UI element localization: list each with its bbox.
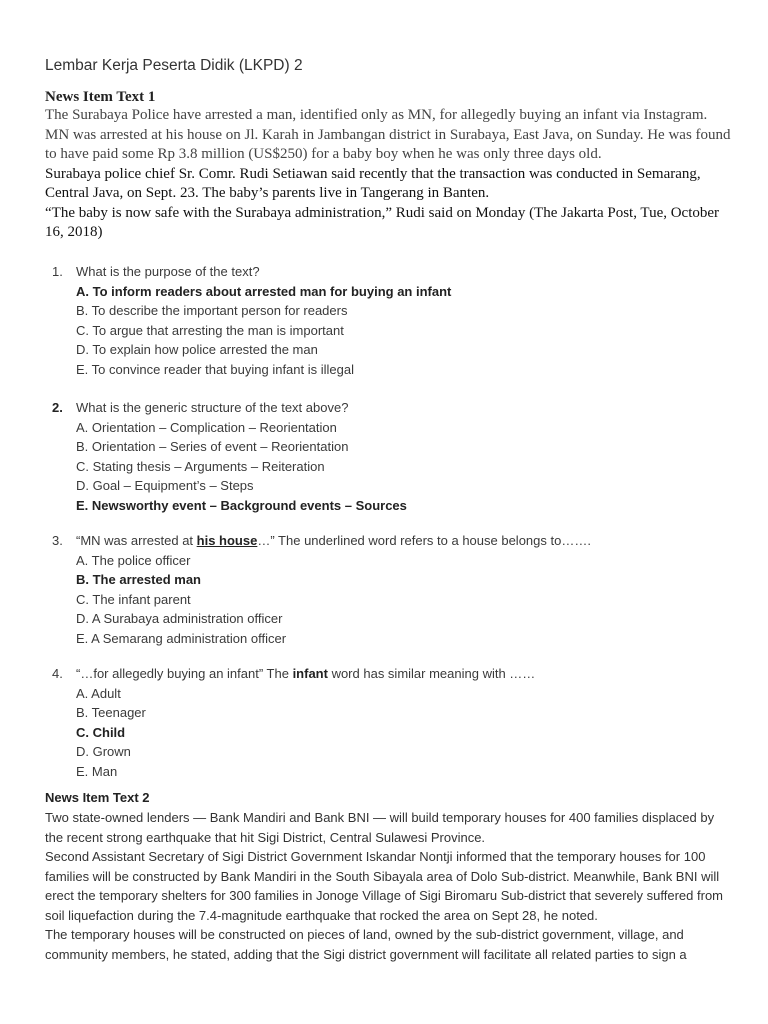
option-a: A. Orientation – Complication – Reorientation (76, 419, 337, 435)
option-e: E. A Semarang administration officer (76, 630, 287, 646)
question-number: 2. (52, 400, 63, 415)
option-b-correct: B. The arrested man (76, 572, 201, 587)
question-stem (76, 664, 535, 684)
stem-text-before: “…for allegedly buying an infant” The (76, 666, 293, 681)
option-list (76, 684, 146, 782)
option-d: D. A Surabaya administration officer (76, 611, 283, 626)
stem-text-before: “MN was arrested at (76, 533, 197, 548)
worksheet-title: Lembar Kerja Peserta Didik (LKPD) 2 (45, 57, 303, 74)
stem-text-after: …” The underlined word refers to a house belongs to……. (257, 533, 591, 548)
question-number: 1. (52, 264, 63, 279)
option-b: B. To describe the important person for readers (76, 303, 348, 318)
option-e-correct: E. Newsworthy event – Background events – Sources (76, 497, 407, 513)
text1-paragraph-2: Surabaya police chief Sr. Comr. Rudi Setiawan said recently that the transaction was conducted in Semarang, Central Java, on Sept. 23. The baby’s parents live in Tangerang in Banten. (45, 165, 701, 201)
option-a-correct: A. To inform readers about arrested man for buying an infant (76, 283, 452, 299)
option-b: B. Teenager (76, 705, 146, 720)
text2-paragraph-3: The temporary houses will be constructed on pieces of land, owned by the sub-district government, village, and community members, he stated, adding that the Sigi district government will facilitate all related parties to sign a (45, 927, 687, 962)
question-stem: What is the purpose of the text? (76, 264, 260, 279)
option-c: C. Stating thesis – Arguments – Reiteration (76, 458, 325, 474)
option-a: A. Adult (76, 685, 121, 701)
question-stem: What is the generic structure of the text above? (76, 400, 349, 415)
underlined-word: his house (196, 533, 258, 548)
option-b: B. Orientation – Series of event – Reorientation (76, 439, 349, 454)
stem-text-after: word has similar meaning with …… (327, 666, 536, 681)
bold-word: infant (292, 666, 328, 681)
option-e: E. To convince reader that buying infant is illegal (76, 361, 354, 377)
question-number: 3. (52, 533, 63, 548)
option-d: D. To explain how police arrested the man (76, 342, 318, 357)
text1-paragraph-1: The Surabaya Police have arrested a man, identified only as MN, for allegedly buying an infant via Instagram. MN was arrested at his house on Jl. Karah in Jambangan district in Surabaya, East Java, on Sunday. He was found to have paid some Rp 3.8 million (US$250) for a baby boy when he was only three days old. (45, 107, 731, 162)
text1-paragraph-3: “The baby is now safe with the Surabaya administration,” Rudi said on Monday (The Jakarta Post, Tue, October 16, 2018) (45, 204, 720, 240)
option-c: C. The infant parent (76, 591, 191, 607)
option-c: C. To argue that arresting the man is important (76, 322, 344, 338)
text1-heading: News Item Text 1 (45, 89, 156, 105)
option-list (76, 282, 451, 380)
question-stem (76, 531, 591, 551)
question-number: 4. (52, 666, 63, 681)
option-list (76, 551, 286, 649)
option-a: A. The police officer (76, 552, 191, 568)
text2-heading: News Item Text 2 (45, 790, 150, 805)
text2-paragraph-2: Second Assistant Secretary of Sigi District Government Iskandar Nontji informed that the temporary houses for 100 families will be constructed by Bank Mandiri in the South Sibayala area of Dolo Sub-district. Meanwhile, Bank BNI will erect the temporary shelters for 300 families in Jonoge Village of Sigi Biromaru Sub-district that severely suffered from soil liquefaction during the 7.4-magnitude earthquake that rocked the area on Sept 28, he noted. (45, 849, 723, 923)
text2-body (45, 808, 725, 964)
text1-body (45, 106, 735, 243)
option-e: E. Man (76, 763, 118, 779)
option-list (76, 418, 407, 516)
text2-paragraph-1: Two state-owned lenders — Bank Mandiri and Bank BNI — will build temporary houses for 400 families displaced by the recent strong earthquake that hit Sigi District, Central Sulawesi Province. (45, 810, 715, 845)
option-c-correct: C. Child (76, 724, 126, 740)
option-d: D. Goal – Equipment’s – Steps (76, 478, 254, 493)
option-d: D. Grown (76, 744, 131, 759)
